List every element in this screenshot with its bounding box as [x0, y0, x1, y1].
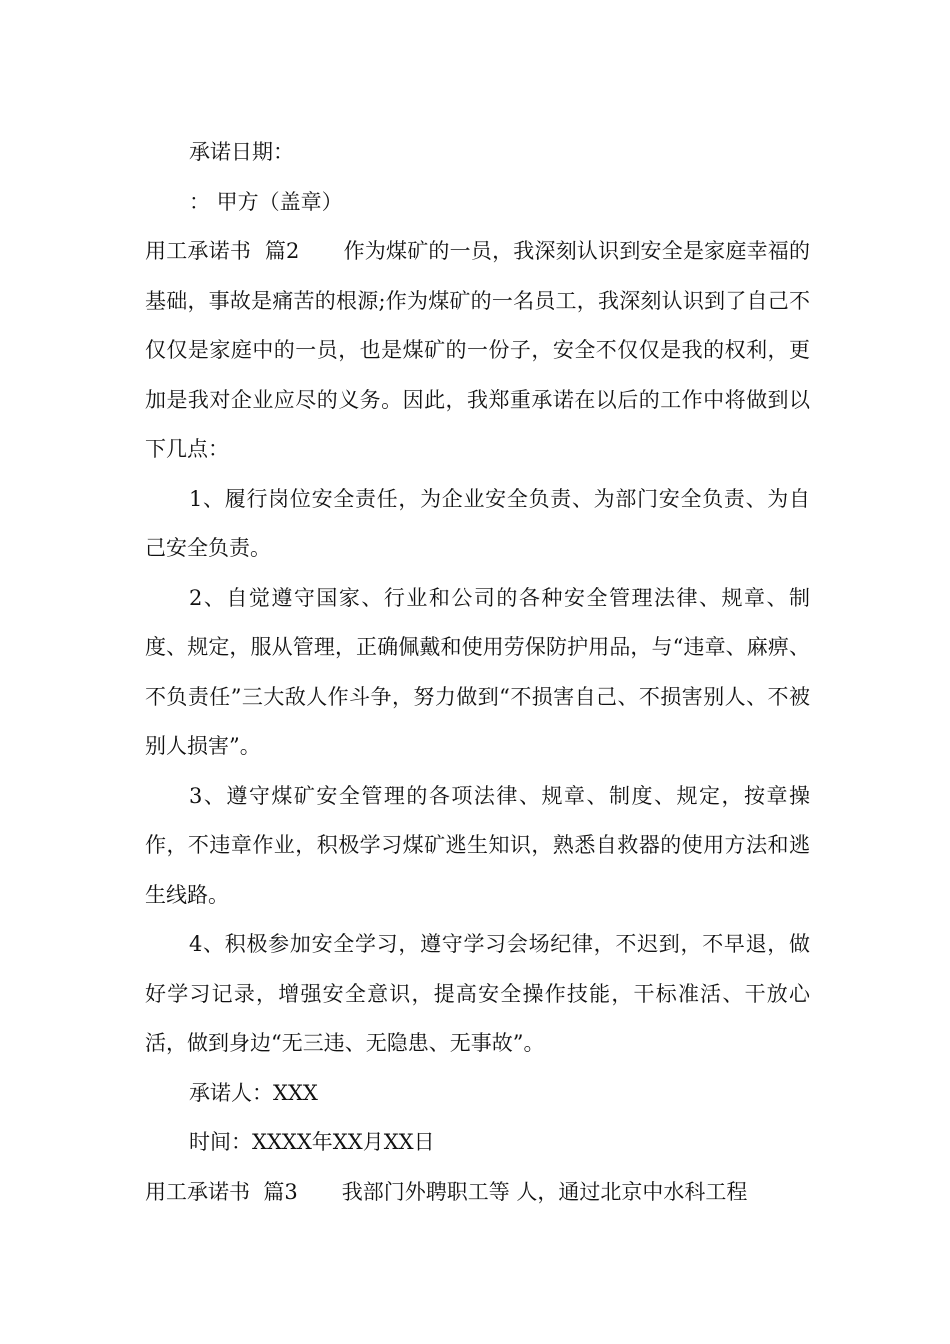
commitment-item-4: 4、积极参加安全学习，遵守学习会场纪律，不迟到，不早退，做好学习记录，增强安全意识，提高安全操作技能，干标准活、干放心活，做到身边“无三违、无隐患、无事故”。 [145, 932, 810, 1055]
signer-line: 承诺人：XXX [189, 1080, 318, 1105]
section2-intro: 作为煤矿的一员，我深刻认识到安全是家庭幸福的基础，事故是痛苦的根源;作为煤矿的一名员工，我深刻认识到了自己不仅仅是家庭中的一员，也是煤矿的一份子，安全不仅仅是我的权利，更加是我对企业应尽的义务。因此，我郑重承诺在以后的工作中将做到以下几点： [145, 239, 810, 461]
section2-paragraph [145, 227, 810, 475]
document-body [145, 128, 810, 1217]
party-a-seal-line: ： 甲方（盖章） [189, 189, 343, 214]
commitment-item-1: 1、履行岗位安全责任，为企业安全负责、为部门安全负责、为自己安全负责。 [145, 486, 810, 560]
section3-heading: 用工承诺书 篇3 [145, 1179, 298, 1204]
commitment-item-3: 3、遵守煤矿安全管理的各项法律、规章、制度、规定，按章操作，不违章作业，积极学习煤矿逃生知识，熟悉自救器的使用方法和逃生线路。 [145, 783, 810, 907]
commit-date-label: 承诺日期： [189, 140, 294, 164]
section2-heading: 用工承诺书 篇2 [145, 239, 300, 263]
section3-paragraph [145, 1168, 810, 1218]
section3-intro: 我部门外聘职工等 人，通过北京中水科工程 [341, 1179, 748, 1204]
time-line: 时间：XXXX年XX月XX日 [189, 1130, 435, 1154]
commitment-item-2: 2、自觉遵守国家、行业和公司的各种安全管理法律、规章、制度、规定，服从管理，正确佩戴和使用劳保防护用品，与“违章、麻痹、不负责任”三大敌人作斗争，努力做到“不损害自己、不损害别人、不被别人损害”。 [145, 585, 810, 758]
